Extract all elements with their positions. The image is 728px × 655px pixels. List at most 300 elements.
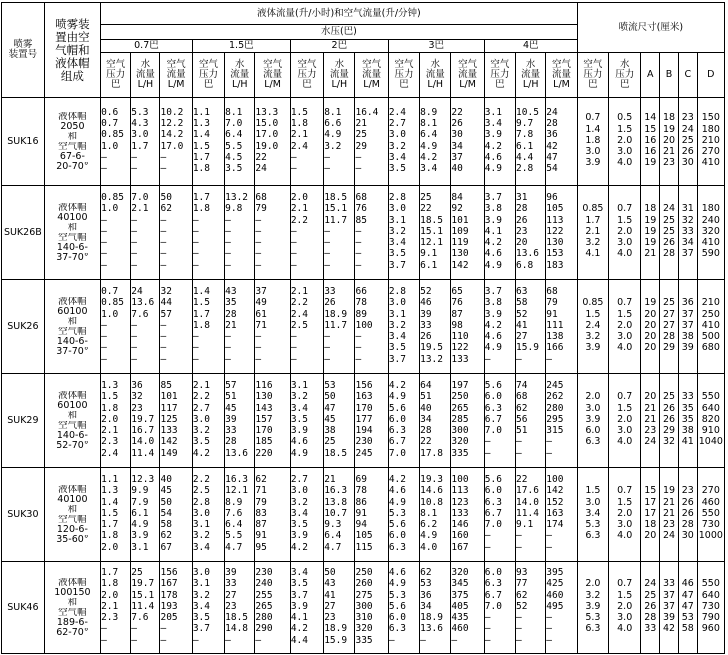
spray-cell: 21 [644,249,657,260]
spray-cell: 180 [701,124,720,135]
value-cell: 3.2 [290,497,308,508]
value-column [451,280,484,374]
value-cell: — [290,260,297,271]
subheader-text: 流量 [166,69,186,80]
spray-cell: 15 [644,124,657,135]
value-cell: — [255,226,262,237]
value-cell: 19.3 [420,474,443,485]
value-cell: 6.4 [225,130,243,141]
value-cell: 18.5 [324,192,348,203]
spray-cell: 320 [701,226,720,237]
value-cell: — [484,354,491,365]
value-cell: — [484,613,491,624]
value-cell: 2.4 [101,448,119,459]
spray-cell: 46 [681,579,694,590]
value-column [101,280,131,374]
spray-cell: 26 [644,601,657,612]
value-column [255,468,290,562]
value-cell: 52 [420,286,432,297]
spray-cell: 47 [681,590,694,601]
value-cell: 9.1 [420,249,438,260]
value-cell: 197 [451,380,469,391]
value-cell: — [192,343,199,354]
spray-cell: 3.0 [585,403,601,414]
spray-nozzle-table-page [1,2,725,654]
value-cell: 3.0 [388,130,406,141]
composition-line: 100150 [54,587,91,598]
value-column [420,280,451,374]
spray-cell: 240 [701,215,720,226]
value-cell: 4.6 [290,437,308,448]
spray-cell: 550 [701,392,720,403]
value-column [420,468,451,562]
table-row [2,186,725,280]
value-column [546,374,577,468]
value-cell: 4.3 [131,118,149,129]
value-cell: 185 [255,437,273,448]
spray-column [609,280,641,374]
spray-cell: 26 [681,508,694,519]
value-cell: 96 [546,192,558,203]
value-cell: 94 [355,520,367,531]
subheader-text: 空气 [198,59,218,70]
value-column [160,98,192,186]
value-column [420,374,451,468]
value-cell: 178 [160,590,178,601]
value-cell: 460 [546,590,564,601]
composition-cell [44,98,100,186]
value-cell: 21 [324,474,336,485]
value-cell: — [290,238,297,249]
value-cell: 146 [451,520,469,531]
value-cell: 8.1 [420,508,438,519]
value-cell: 2.2 [192,392,210,403]
value-cell: — [160,354,167,365]
value-cell: 100 [451,474,469,485]
value-cell: 3.2 [388,320,406,331]
value-cell: 11.4 [131,601,155,612]
value-cell: — [546,531,552,542]
value-cell: — [355,260,362,271]
value-column [546,280,577,374]
value-cell: 3.5 [192,613,210,624]
value-cell: 250 [355,567,373,578]
value-cell: 395 [546,567,564,578]
value-cell: 9.8 [225,204,243,215]
pressure-header-2: 2巴 [290,40,388,53]
spray-cell: 550 [701,579,720,590]
value-cell: 7.0 [225,118,243,129]
value-cell: — [225,226,231,237]
value-cell: 495 [546,601,564,612]
value-cell: 56 [516,414,528,425]
value-cell: 152 [546,497,564,508]
value-cell: — [101,249,107,260]
value-cell: 13.6 [516,249,539,260]
subheader-text: 流量 [263,69,283,80]
value-cell: 26 [324,298,336,309]
value-cell: 39 [225,567,237,578]
value-cell: 5.6 [388,520,406,531]
composition-line: 40100 [57,494,88,505]
spray-cell: 37 [681,249,694,260]
value-cell: 24 [255,164,267,175]
value-cell: — [324,332,330,343]
value-cell: 14.0 [131,437,155,448]
value-cell: 7.0 [484,520,502,531]
spray-cell: 2.0 [617,226,633,237]
composition-line: 67-6- [59,151,85,162]
value-cell: 4.9 [420,531,438,542]
value-cell: 335 [451,448,469,459]
value-cell: 3.0 [388,204,406,215]
value-cell: — [290,164,297,175]
value-cell: 50 [324,567,336,578]
table-row [2,374,725,468]
value-cell: 40 [420,403,432,414]
value-cell: 3.2 [192,590,210,601]
value-column [355,280,388,374]
value-column [160,562,192,654]
spray-cell: 3.0 [585,147,601,158]
subheader-text: 水 [334,59,345,70]
spray-cell: 500 [701,332,720,343]
spray-cell: 410 [701,238,720,249]
value-cell: 3.2 [388,141,406,152]
value-cell: 68 [516,392,528,403]
value-cell: 6.4 [420,130,438,141]
value-cell: 0.7 [101,286,119,297]
composition-line: 液体帽 [58,484,87,495]
subheader-1-0 [192,53,224,98]
value-cell: 74 [516,380,528,391]
value-column [131,468,160,562]
value-cell: 2.7 [388,118,406,129]
value-cell: — [131,152,138,163]
value-cell: — [131,215,138,226]
value-cell: 142 [451,260,469,271]
value-cell: 37 [451,152,463,163]
spray-cell: 1.8 [585,135,601,146]
pressure-header-1: 1.5巴 [192,40,290,53]
spray-cell: 21 [662,508,676,519]
value-cell: — [192,238,199,249]
value-cell: — [131,226,138,237]
spray-cell: 680 [701,343,720,354]
value-cell: 320 [451,567,469,578]
value-cell: 87 [255,520,267,531]
value-cell: 240 [255,579,273,590]
value-cell: 4.6 [484,249,502,260]
model-cell: SUK16 [2,98,45,186]
value-cell: 4.2 [484,141,502,152]
value-cell: 3.7 [484,192,502,203]
spray-cell: 3.9 [585,158,601,169]
value-cell: 27 [225,590,237,601]
value-cell: 18.9 [324,309,348,320]
spray-cell: 23 [681,486,694,497]
subheader-text: 压力 [490,69,510,80]
subheader-text: 流量 [230,69,250,80]
value-cell: 79 [255,497,267,508]
value-column [131,562,160,654]
spray-cell: 590 [701,249,720,260]
value-column [388,186,419,280]
value-cell: 18.9 [324,624,348,635]
value-cell: 405 [451,601,469,612]
value-cell: 22 [420,437,432,448]
value-cell: — [355,152,362,163]
value-column [255,186,290,280]
value-cell: 1.1 [101,474,119,485]
value-cell: 83 [255,508,267,519]
value-cell: 2.2 [290,215,308,226]
value-cell: 16.3 [324,486,348,497]
subheader-text: L/M [459,79,476,90]
spray-column [697,280,724,374]
value-cell: 6.0 [484,567,502,578]
value-column [355,562,388,654]
value-cell: 25 [324,437,336,448]
value-cell: — [131,343,138,354]
value-column [160,374,192,468]
value-cell: — [484,531,491,542]
subheader-text: 巴 [302,79,312,90]
value-cell: 87 [451,309,463,320]
value-cell: — [484,635,491,646]
spray-cell: 33 [681,392,694,403]
value-column [225,374,255,468]
subheader-text: L/M [264,79,281,90]
value-cell: 16.4 [355,107,379,118]
value-cell: 3.4 [388,152,406,163]
value-column [101,468,131,562]
spray-cell: 1.5 [617,309,633,320]
value-cell: 10.8 [420,497,443,508]
value-cell: 2.1 [290,286,308,297]
spray-cell: 14 [644,113,657,124]
spray-cell: 29 [662,426,676,437]
subheader-text: 空气 [263,59,283,70]
value-cell: 17.6 [516,486,539,497]
value-cell: 43 [225,286,237,297]
value-cell: 33 [324,286,336,297]
value-cell: — [324,260,330,271]
value-cell: — [131,320,138,331]
spray-column [660,468,679,562]
value-cell: — [355,343,362,354]
spray-cell: 53 [681,613,694,624]
value-cell: 3.5 [192,437,210,448]
composition-line: 和 [67,222,78,233]
composition-line: 189-6- [56,617,88,628]
value-cell: 115 [355,542,373,553]
spray-cell: 37 [662,601,676,612]
value-cell: 6.6 [324,118,342,129]
value-cell: 6.3 [484,403,502,414]
value-cell: 1.8 [101,579,119,590]
value-column [101,562,131,654]
value-cell: — [160,238,167,249]
value-cell: 194 [355,426,373,437]
value-cell: 300 [355,601,373,612]
value-column [160,280,192,374]
spray-column [609,374,641,468]
value-cell: 62 [516,403,528,414]
value-cell: — [546,613,552,624]
value-cell: 5.6 [388,601,406,612]
value-cell: 3.7 [388,354,406,365]
value-cell: 4.2 [290,624,308,635]
value-cell: 193 [160,601,178,612]
spray-cell: 270 [701,147,720,158]
value-cell: 52 [516,601,528,612]
value-cell: — [160,226,167,237]
table-row [2,98,725,186]
spray-cell: 28 [662,249,676,260]
subheader-text: 压力 [106,69,126,80]
value-cell: 2.7 [192,403,210,414]
value-cell: 113 [451,486,469,497]
value-cell: — [516,624,522,635]
value-cell: — [324,226,330,237]
value-cell: 163 [355,392,373,403]
composition-line: 60100 [57,400,88,411]
spray-cell: 24 [644,437,657,448]
spray-cell: 3.9 [585,414,601,425]
composition-cell [44,562,100,654]
value-cell: 7.0 [484,601,502,612]
value-column [225,562,255,654]
value-cell: 2.8 [388,286,406,297]
header-composition: 喷雾装 置由空 气帽和 液体帽 组成 [44,3,100,98]
value-cell: 15.1 [324,204,348,215]
spray-cell: 18 [644,520,657,531]
value-cell: 174 [546,520,564,531]
value-cell: — [160,215,167,226]
value-cell: 170 [255,426,273,437]
value-cell: — [225,249,231,260]
spray-cell: 26 [681,497,694,508]
subheader-text: L/M [167,79,185,90]
value-cell: 8.9 [225,497,243,508]
value-cell: — [255,249,262,260]
value-cell: 32 [131,392,143,403]
value-cell: 0.7 [101,118,119,129]
value-cell: 4.2 [388,380,406,391]
value-cell: — [484,448,491,459]
value-cell: — [451,635,458,646]
value-cell: 3.1 [192,579,210,590]
value-cell: 3.1 [388,215,406,226]
value-cell: 110 [451,332,469,343]
subheader-text: 空气 [166,59,186,70]
spray-cell: 20 [644,392,657,403]
spray-cell: 24 [662,204,676,215]
value-cell: — [290,343,297,354]
spray-cell: 0.7 [617,392,633,403]
spray-cell: 0.7 [585,113,601,124]
value-cell: 39 [225,414,237,425]
spray-column [577,374,608,468]
spray-cell: 20 [644,320,657,331]
value-cell: 17.0 [160,141,184,152]
value-cell: 4.6 [484,152,502,163]
spray-cell: 35 [681,403,694,414]
spray-cell: 25 [662,215,676,226]
value-column [131,186,160,280]
value-cell: 41 [324,590,336,601]
value-cell: — [255,354,262,365]
composition-line: 37-70° [56,252,89,263]
value-cell: — [131,164,138,175]
value-cell: 58 [160,520,172,531]
value-column [101,98,131,186]
value-cell: 14.8 [225,624,249,635]
spray-cell: 31 [681,204,694,215]
spray-column [609,562,641,654]
spray-cell: 32 [662,437,676,448]
spray-cell: 270 [701,486,720,497]
value-cell: — [225,260,231,271]
value-cell: 64 [420,380,432,391]
value-cell: 91 [255,531,267,542]
value-cell: 79 [255,204,267,215]
value-cell: 3.2 [290,392,308,403]
composition-line: 120-6- [56,524,88,535]
spray-cell: 47 [681,601,694,612]
value-cell: 160 [451,531,469,542]
spray-cell: 19 [662,486,676,497]
spray-cell: 38 [681,332,694,343]
spray-column [660,562,679,654]
value-cell: 12.2 [160,118,184,129]
composition-line: 空气帽 [58,232,87,243]
spray-cell: 26 [662,403,676,414]
spray-cell: 640 [701,590,720,601]
value-cell: 2.2 [192,474,210,485]
spray-column [697,98,724,186]
value-cell: 57 [160,309,172,320]
spray-cell: 20 [644,343,657,354]
value-cell: — [101,354,107,365]
subheader-text: 空气 [490,59,510,70]
spray-cell: 5.3 [585,520,601,531]
value-cell: 2.0 [290,192,308,203]
spray-cell: 20 [644,332,657,343]
value-column [451,186,484,280]
value-cell: 5.6 [484,474,502,485]
spray-cell: 16 [644,135,657,146]
value-column [355,98,388,186]
value-cell: 8.1 [225,107,243,118]
value-cell: 25 [355,130,367,141]
value-cell: 163 [546,508,564,519]
value-cell: 71 [255,486,267,497]
value-column [324,280,355,374]
spray-cell: 21 [644,403,657,414]
value-cell: — [355,332,362,343]
value-cell: — [192,332,199,343]
value-cell: 6.7 [484,414,502,425]
subheader-text: 流量 [521,69,541,80]
spray-subheader-0 [577,53,608,98]
spray-cell: 20 [644,309,657,320]
value-cell: 3.5 [290,579,308,590]
value-cell: 3.5 [290,520,308,531]
value-cell: 2.8 [388,192,406,203]
value-cell: 36 [131,380,143,391]
